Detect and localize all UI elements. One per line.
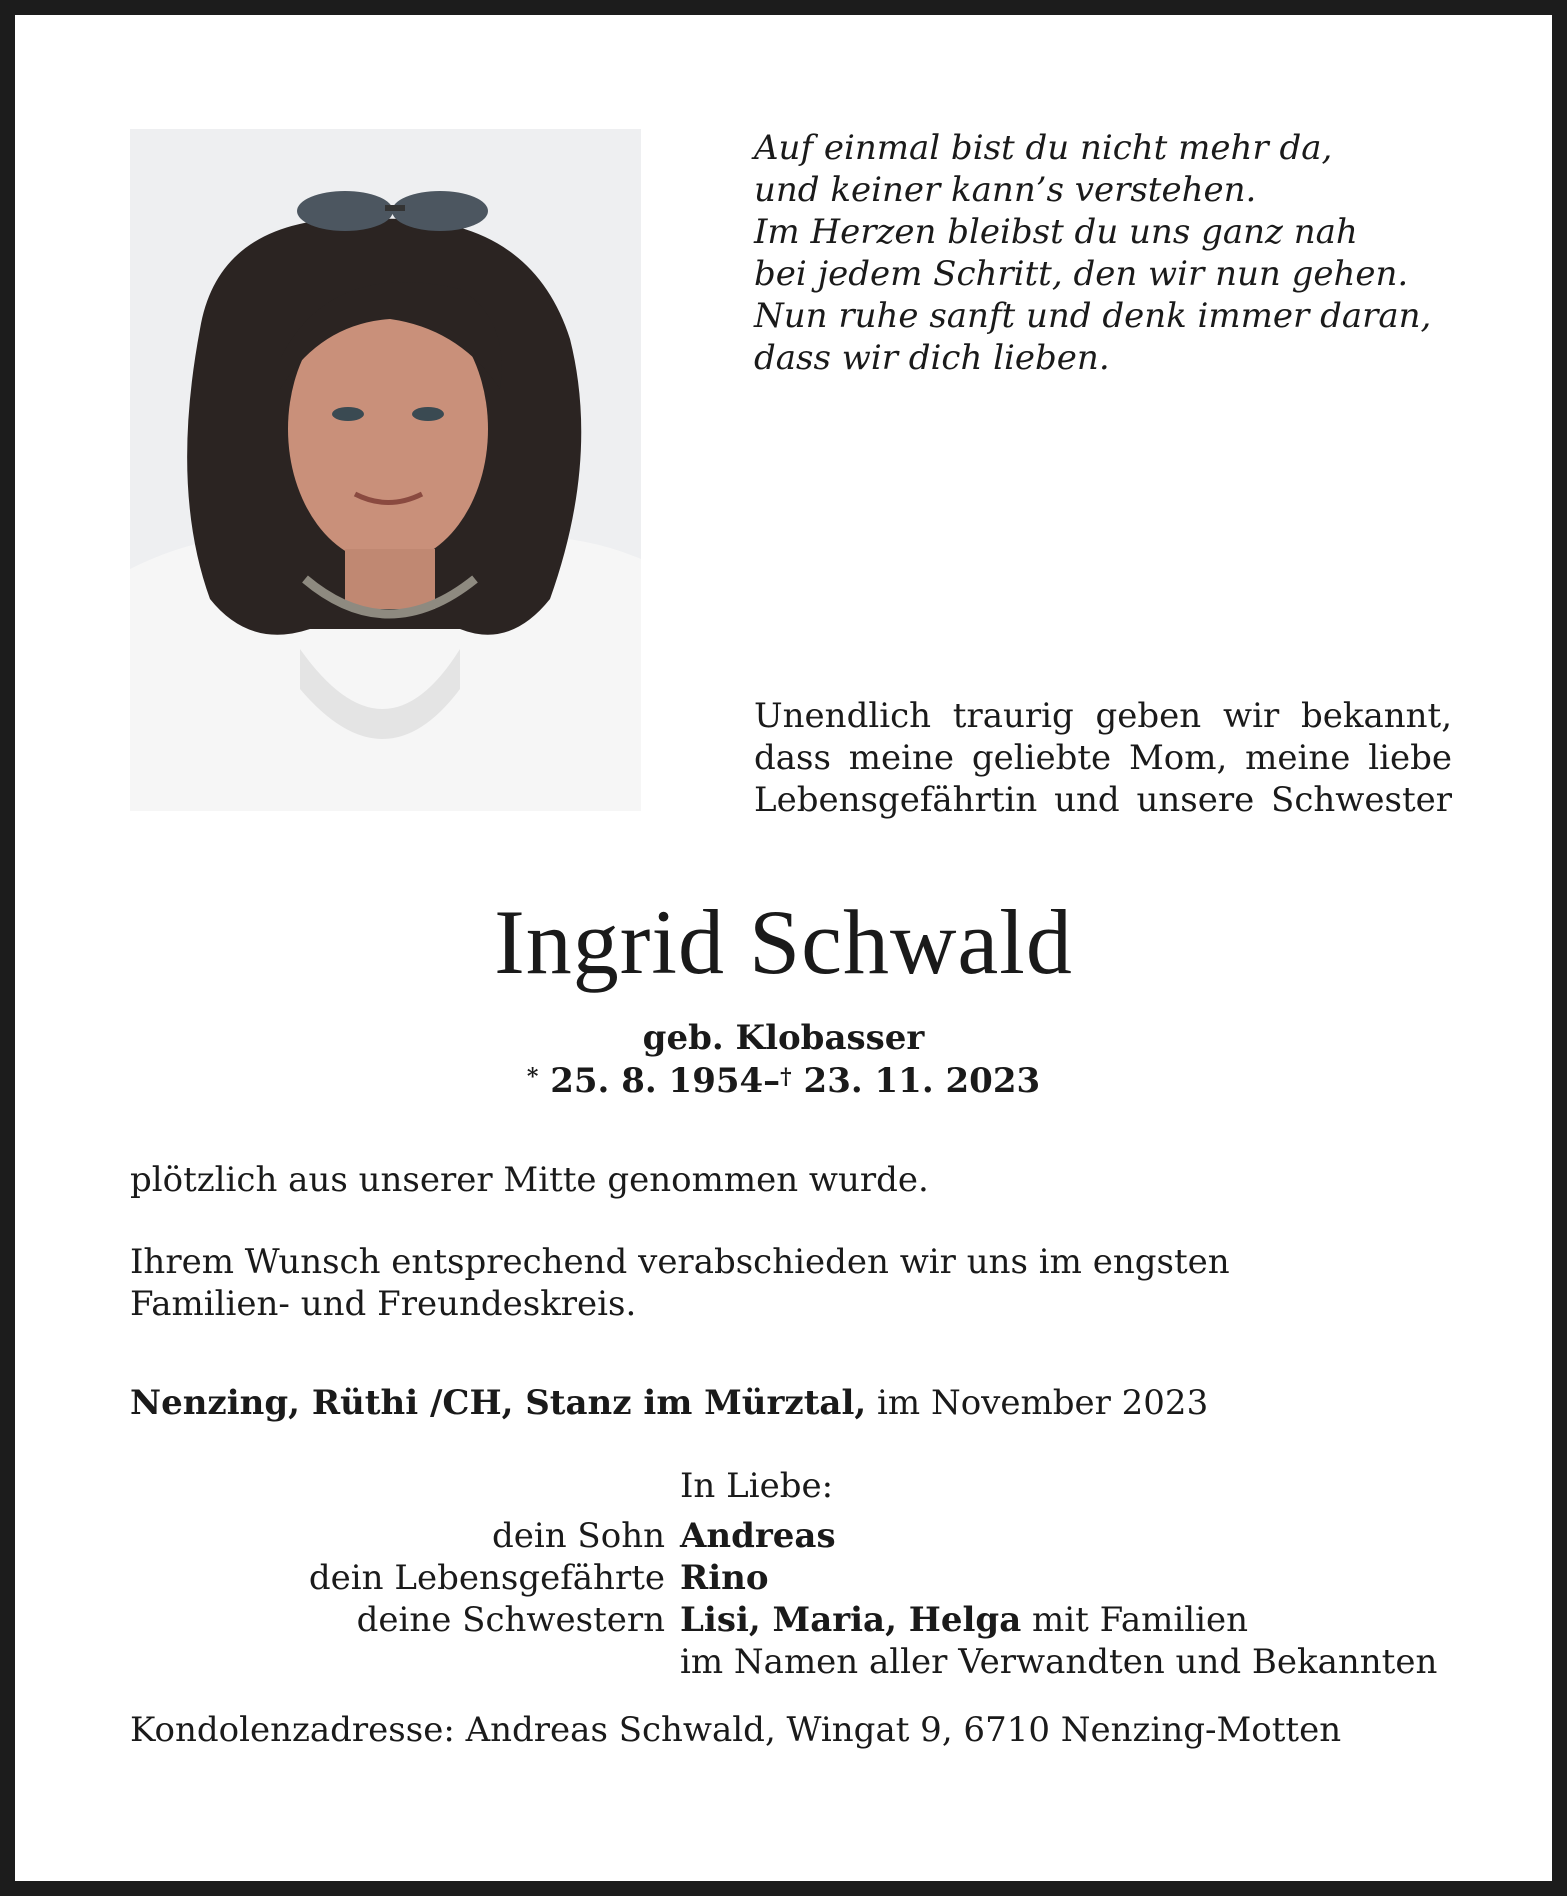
signer-names bbox=[680, 1557, 769, 1599]
poem-line: Auf einmal bist du nicht mehr da, bbox=[754, 128, 1333, 168]
portrait-photo bbox=[130, 129, 641, 811]
announcement-line: Unendlich traurig geben wir bekannt, bbox=[754, 696, 1452, 736]
death-date: 23. 11. 2023 bbox=[803, 1061, 1041, 1101]
life-dates bbox=[15, 1059, 1552, 1103]
announcement-line: dass meine geliebte Mom, meine liebe bbox=[754, 738, 1452, 778]
announcement-line: Lebensgefährtin und unsere Schwester bbox=[754, 780, 1452, 820]
birth-date: 25. 8. 1954 bbox=[550, 1061, 764, 1101]
poem-line: Nun ruhe sanft und denk immer daran, bbox=[754, 296, 1432, 336]
birth-name: geb. Klobasser bbox=[642, 1018, 925, 1058]
signer-row bbox=[130, 1599, 1510, 1641]
farewell-line: Familien- und Freundeskreis. bbox=[130, 1284, 637, 1324]
passing-sentence: plötzlich aus unserer Mitte genommen wurde. bbox=[130, 1160, 929, 1200]
poem-line: Im Herzen bleibst du uns ganz nah bbox=[754, 212, 1358, 252]
date-separator: – bbox=[763, 1061, 781, 1101]
places: Nenzing, Rüthi /CH, Stanz im Mürztal, bbox=[130, 1383, 867, 1423]
obituary-page bbox=[15, 15, 1552, 1881]
signer-row bbox=[130, 1515, 1510, 1557]
announcement bbox=[754, 695, 1452, 821]
deceased-name: Ingrid Schwald bbox=[494, 891, 1073, 993]
signer-names bbox=[680, 1515, 836, 1557]
signers-list bbox=[130, 1515, 1510, 1683]
signer-relation: dein Lebensgefährte bbox=[308, 1558, 665, 1598]
signer-suffix: mit Familien bbox=[1032, 1600, 1249, 1640]
signer-name: Andreas bbox=[680, 1516, 836, 1556]
poem-line: bei jedem Schritt, den wir nun gehen. bbox=[754, 254, 1409, 294]
signer-name: Lisi, Maria, Helga bbox=[680, 1600, 1022, 1640]
poem-line: dass wir dich lieben. bbox=[754, 338, 1110, 378]
signer-relation: dein Sohn bbox=[491, 1516, 665, 1556]
farewell-text bbox=[130, 1241, 1470, 1325]
place-date-line bbox=[130, 1382, 1470, 1424]
signer-row bbox=[130, 1557, 1510, 1599]
signer-relation: deine Schwestern bbox=[356, 1600, 665, 1640]
signer-row bbox=[130, 1641, 1510, 1683]
poem bbox=[754, 127, 1474, 379]
condolence-address: Kondolenzadresse: Andreas Schwald, Wingat 9, 6710 Nenzing-Motten bbox=[130, 1710, 1342, 1750]
signers-closing: im Namen aller Verwandten und Bekannten bbox=[680, 1642, 1438, 1682]
signer-name: Rino bbox=[680, 1558, 769, 1598]
farewell-line: Ihrem Wunsch entsprechend verabschieden wir uns im engsten bbox=[130, 1242, 1230, 1282]
death-symbol: † bbox=[780, 1064, 792, 1090]
portrait-photo-icon bbox=[130, 129, 641, 811]
place-date: im November 2023 bbox=[877, 1383, 1209, 1423]
signer-names bbox=[680, 1599, 1248, 1641]
birth-symbol: * bbox=[526, 1064, 539, 1090]
poem-line: und keiner kann’s verstehen. bbox=[754, 170, 1257, 210]
signers-intro: In Liebe: bbox=[680, 1466, 834, 1506]
